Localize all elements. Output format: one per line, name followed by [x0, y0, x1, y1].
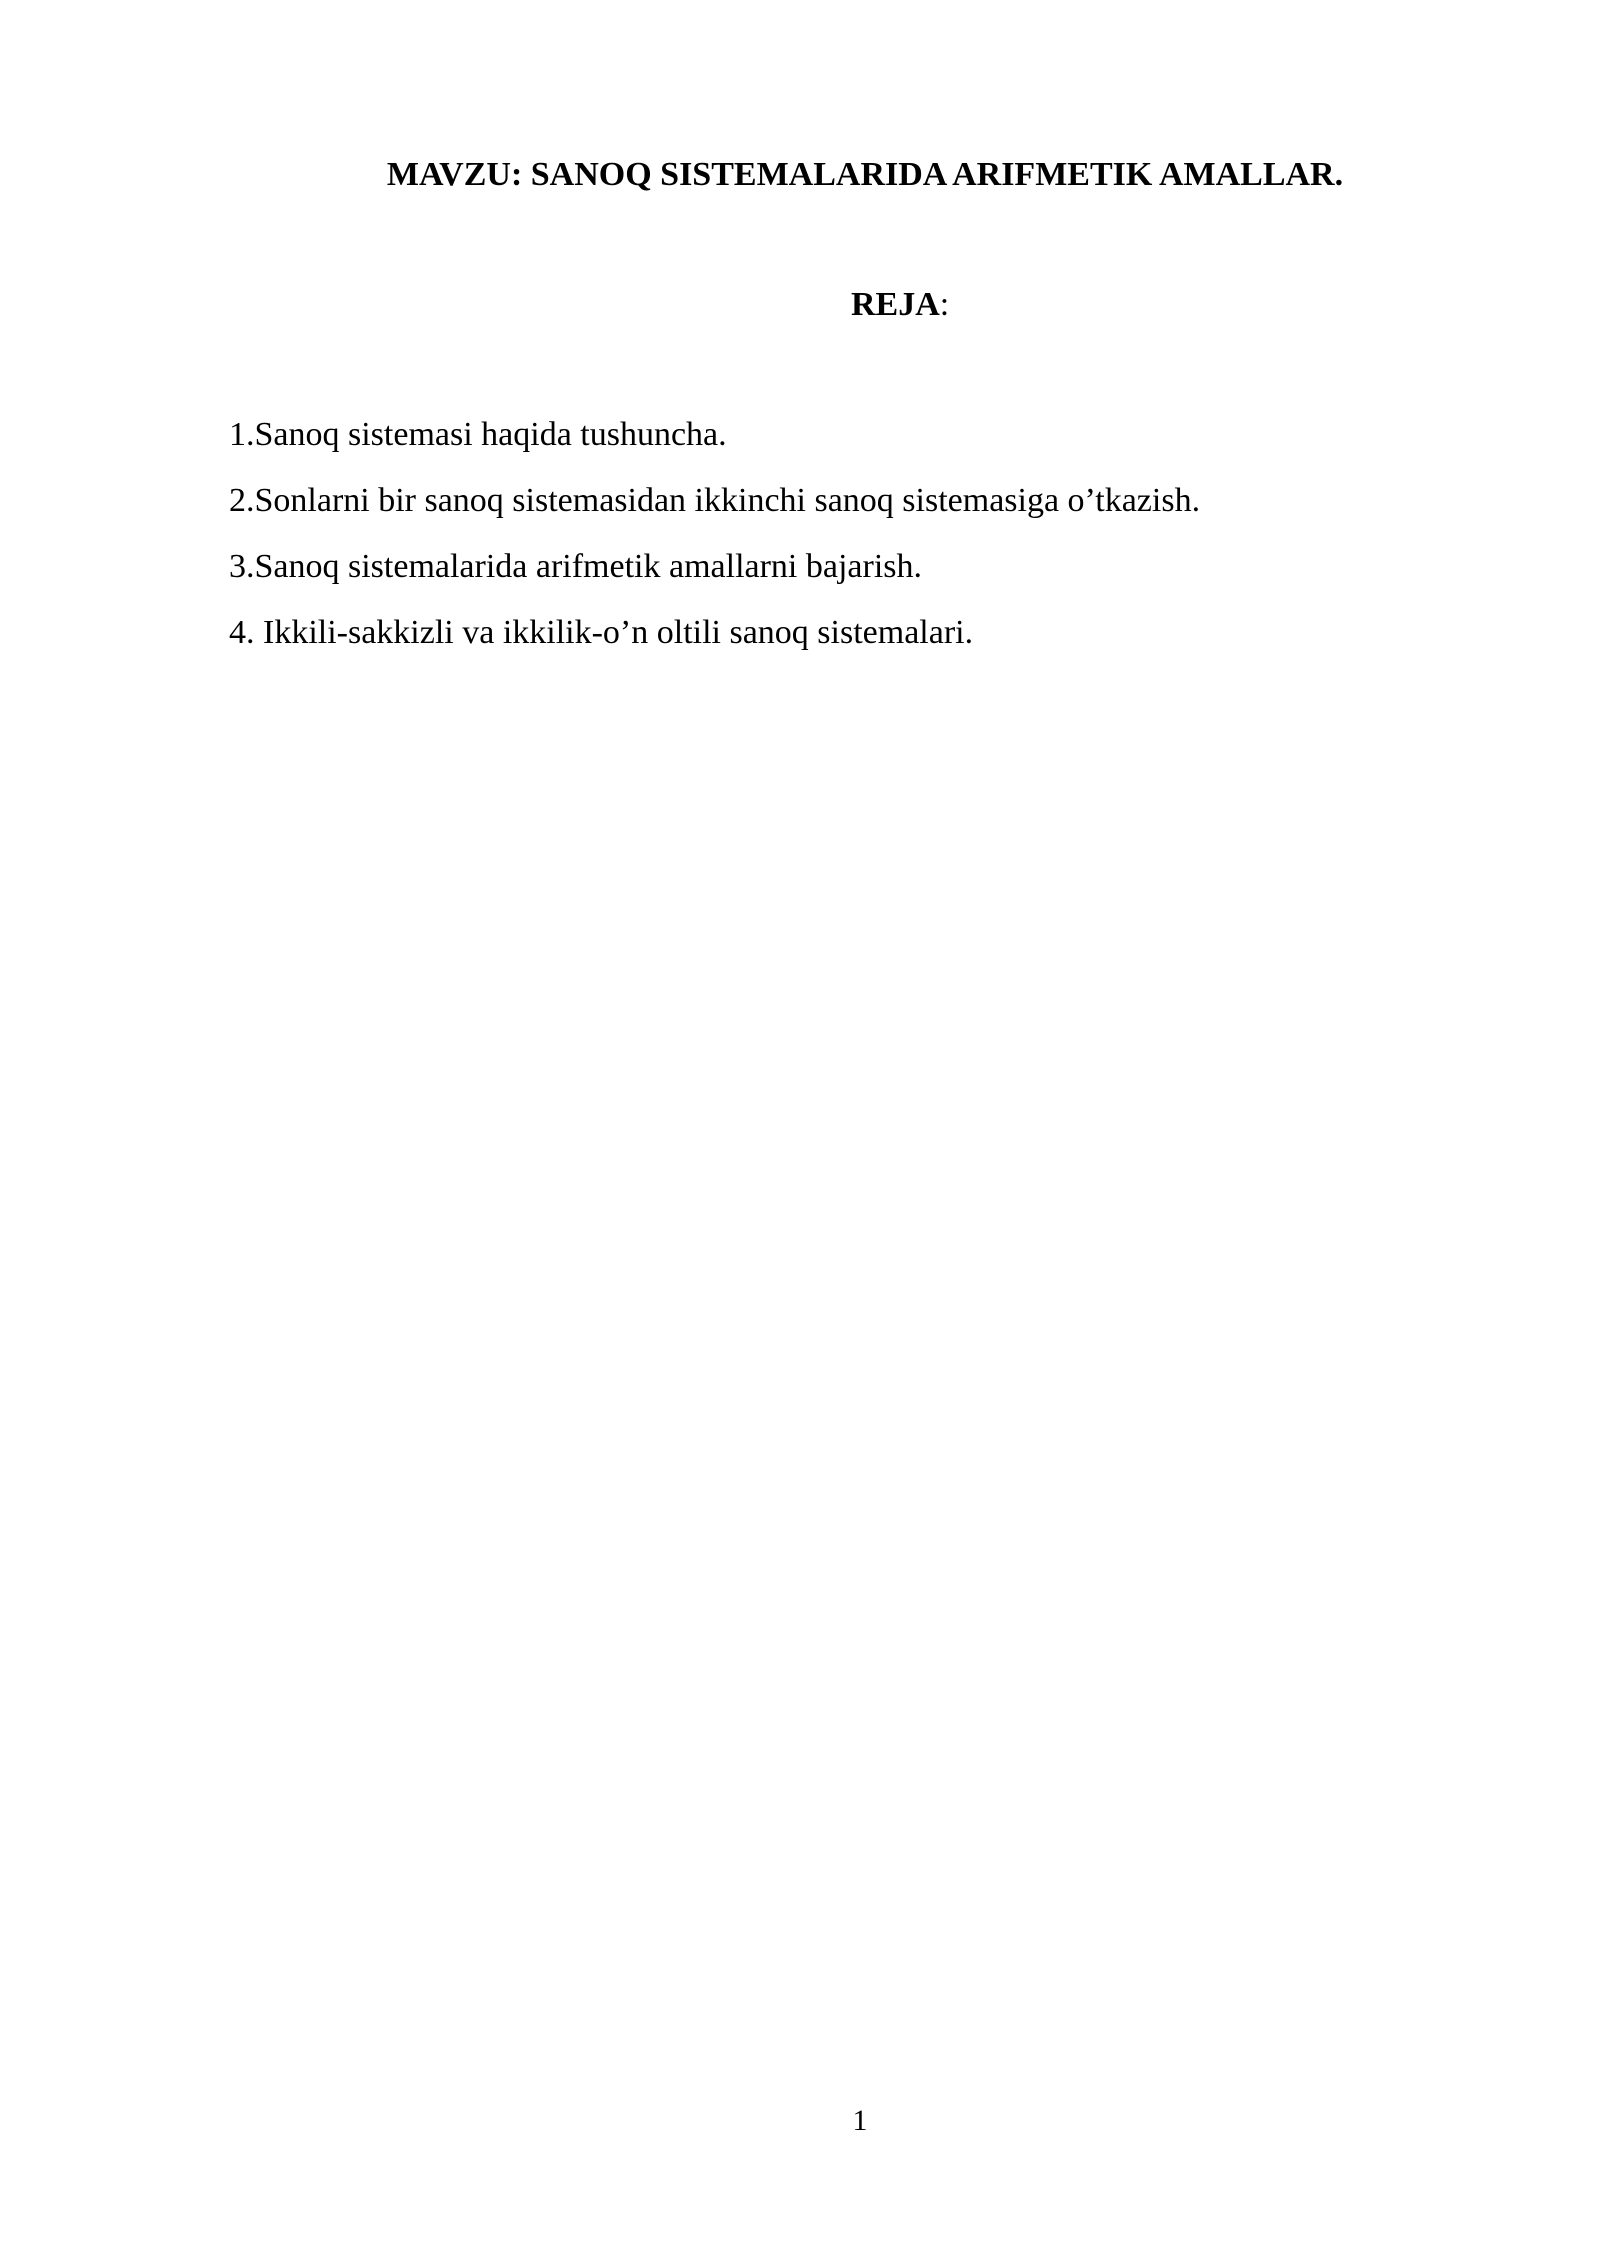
plan-heading-colon: :	[939, 286, 950, 323]
plan-item: 4. Ikkili-sakkizli va ikkilik-o’n oltili sanoq sistemalari.	[229, 614, 974, 651]
page-number: 1	[852, 2104, 868, 2137]
plan-item: 1.Sanoq sistemasi haqida tushuncha.	[229, 416, 727, 453]
plan-item: 3.Sanoq sistemalarida arifmetik amallarni bajarish.	[229, 548, 922, 585]
plan-heading	[851, 283, 949, 327]
plan-heading-text: REJA	[851, 286, 940, 323]
document-title: MAVZU: SANOQ SISTEMALARIDA ARIFMETIK AMALLAR.	[386, 156, 1344, 193]
plan-item: 2.Sonlarni bir sanoq sistemasidan ikkinchi sanoq sistemasiga o’tkazish.	[229, 482, 1201, 519]
plan-list	[229, 413, 1200, 677]
